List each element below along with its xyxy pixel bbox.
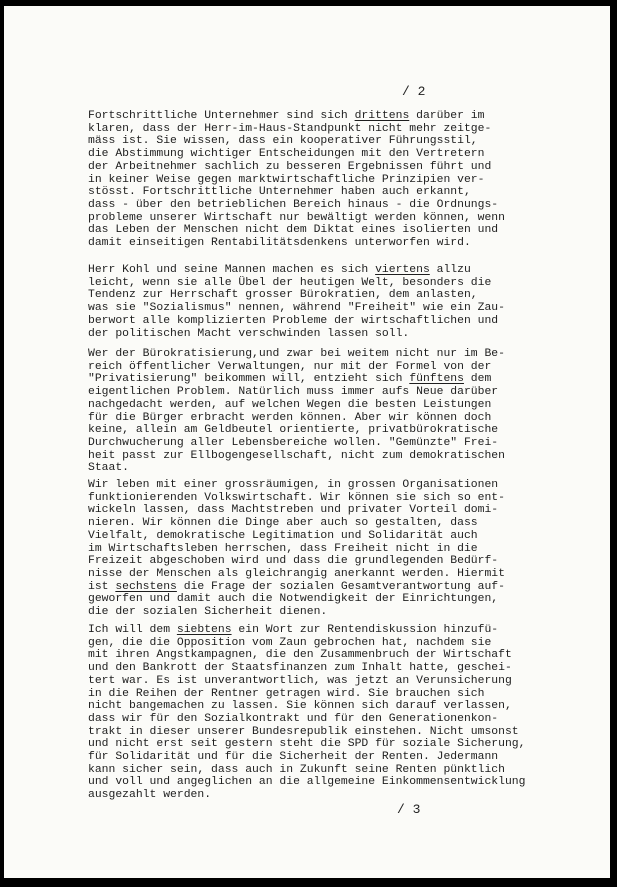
text-line — [88, 348, 548, 361]
text-segment: funktionierenden Volkswirtschaft. Wir können sie sich so ent- — [88, 491, 505, 504]
text-line — [88, 624, 548, 637]
text-segment: Durchwucherung aller Lebensbereiche wollen. "Gemünzte" Frei- — [88, 436, 499, 449]
paragraph-viertens — [88, 264, 548, 340]
text-segment: Wer der Bürokratisierung,und zwar bei weitem nicht nur im Be- — [88, 348, 505, 360]
text-segment: das Leben der Menschen nicht dem Diktat eines isolierten und — [88, 224, 499, 237]
text-line — [88, 543, 548, 556]
text-line — [88, 606, 548, 619]
document-page — [4, 6, 610, 878]
text-segment: darüber im — [409, 110, 485, 122]
text-line — [88, 148, 548, 161]
text-segment: reich öffentlicher Verwaltungen, nur mit der Formel von der — [88, 360, 492, 373]
text-line — [88, 412, 548, 425]
text-line — [88, 289, 548, 302]
text-segment: stösst. Fortschrittliche Unternehmer haben auch erkannt, — [88, 186, 471, 199]
text-line — [88, 776, 548, 789]
text-line — [88, 504, 548, 517]
text-line — [88, 726, 548, 739]
text-line — [88, 186, 548, 199]
text-segment: dem — [463, 373, 492, 386]
text-segment: nisse der Menschen als gleichrangig anerkannt werden. Hiermit — [88, 567, 505, 580]
text-segment: in die Reihen der Rentner getragen wird. Sie brauchen sich — [88, 687, 485, 700]
text-segment: wickeln lassen, dass Machtstreben und privater Vorteil domi- — [88, 504, 499, 517]
text-line — [88, 161, 548, 174]
text-line — [88, 649, 548, 662]
text-segment: berwort alle komplizierten Probleme der wirtschaftlichen und — [88, 314, 499, 327]
text-line — [88, 555, 548, 568]
text-line — [88, 581, 548, 594]
text-segment: tert war. Es ist unverantwortlich, was jetzt an Verunsicherung — [88, 674, 512, 687]
page-number-top: / 2 — [402, 84, 426, 99]
text-line — [88, 277, 548, 290]
text-line — [88, 662, 548, 675]
text-segment: die Frage der sozialen Gesamtverantwortung auf- — [176, 580, 505, 593]
text-line — [88, 437, 548, 450]
text-segment: Fortschrittliche Unternehmer sind sich — [88, 110, 355, 122]
text-line — [88, 517, 548, 530]
text-segment: Herr Kohl und seine Mannen machen es sich — [88, 264, 376, 276]
text-segment: probleme unserer Wirtschaft nur bewältigt werden können, wenn — [88, 211, 505, 224]
text-line — [88, 135, 548, 148]
text-line — [88, 593, 548, 606]
text-segment: keine, allein am Geldbeutel orientierte, privatbürokratische — [88, 424, 499, 437]
text-line — [88, 302, 548, 315]
text-segment: die Abstimmung wichtiger Entscheidungen mit den Vertretern — [88, 148, 485, 161]
text-line — [88, 764, 548, 777]
underlined-ordinal: viertens — [375, 264, 430, 276]
text-line — [88, 361, 548, 374]
text-segment: trakt in dieser unserer Bundesrepublik einstehen. Nicht umsonst — [88, 725, 519, 738]
text-line — [88, 386, 548, 399]
text-line — [88, 751, 548, 764]
underlined-ordinal: sechstens — [115, 580, 177, 593]
paragraph-drittens — [88, 110, 548, 250]
text-segment: allzu — [429, 264, 471, 276]
paragraph-sechstens — [88, 479, 548, 619]
text-line — [88, 530, 548, 543]
text-line — [88, 700, 548, 713]
text-segment: in keiner Weise gegen marktwirtschaftliche Prinzipien ver- — [88, 173, 485, 186]
text-segment: der politischen Macht verschwinden lassen soll. — [88, 327, 410, 340]
paragraph-fuenftens — [88, 348, 548, 475]
text-segment: "Privatisierung" beikommen will, entzieht sich — [88, 373, 410, 386]
text-line — [88, 462, 548, 475]
text-segment: Tendenz zur Herrschaft grosser Bürokratien, dem anlasten, — [88, 289, 478, 302]
text-segment: kann sicher sein, dass auch in Zukunft seine Renten pünktlich — [88, 763, 505, 776]
text-segment: dass wir für den Sozialkontrakt und für den Generationenkon- — [88, 712, 499, 725]
underlined-ordinal: fünftens — [409, 373, 464, 386]
text-segment: Wir leben mit einer grossräumigen, in grossen Organisationen — [88, 479, 499, 491]
text-line — [88, 373, 548, 386]
text-line — [88, 568, 548, 581]
text-segment: mäss ist. Sie wissen, dass ein kooperativer Führungsstil, — [88, 135, 478, 148]
text-segment: für Solidarität und für die Sicherheit der Renten. Jedermann — [88, 751, 499, 764]
text-segment: ist — [88, 580, 116, 593]
text-segment: mit ihren Angstkampagnen, die den Zusammenbruch der Wirtschaft — [88, 649, 512, 662]
text-line — [88, 399, 548, 412]
text-line — [88, 224, 548, 237]
text-line — [88, 688, 548, 701]
text-line — [88, 637, 548, 650]
underlined-ordinal: siebtens — [176, 624, 232, 636]
paragraph-siebtens — [88, 624, 548, 802]
text-line — [88, 264, 548, 277]
text-segment: nieren. Wir können die Dinge aber auch so gestalten, dass — [88, 517, 478, 530]
text-segment: Freizeit abgeschoben wird und dass die grundlegenden Bedürf- — [88, 555, 499, 568]
text-segment: nicht bangemachen zu lassen. Sie können sich darauf verlassen, — [88, 700, 512, 713]
text-line — [88, 424, 548, 437]
text-line — [88, 450, 548, 463]
text-segment: Staat. — [88, 462, 130, 475]
text-line — [88, 110, 548, 123]
text-segment: geworfen und damit auch die Notwendigkeit der Einrichtungen, — [88, 593, 499, 606]
text-segment: was sie "Sozialismus" nennen, während "Freiheit" wie ein Zau- — [88, 302, 505, 315]
text-segment: Vielfalt, demokratische Legitimation und Solidarität auch — [88, 529, 478, 542]
text-segment: der Arbeitnehmer sachlich zu besseren Ergebnissen führt und — [88, 160, 492, 173]
text-line — [88, 328, 548, 341]
text-segment: klaren, dass der Herr-im-Haus-Standpunkt nicht mehr zeitge- — [88, 122, 492, 135]
text-segment: und den Bankrott der Staatsfinanzen zum Inhalt hatte, geschei- — [88, 662, 512, 675]
text-segment: im Wirtschaftsleben herrschen, dass Freiheit nicht in die — [88, 542, 478, 555]
text-segment: eigentlichen Problem. Natürlich muss immer aufs Neue darüber — [88, 386, 499, 399]
text-line — [88, 492, 548, 505]
text-line — [88, 174, 548, 187]
text-line — [88, 713, 548, 726]
text-line — [88, 212, 548, 225]
text-line — [88, 237, 548, 250]
text-segment: die der sozialen Sicherheit dienen. — [88, 606, 328, 619]
text-segment: und voll und angeglichen an die allgemeine Einkommensentwicklung — [88, 776, 526, 789]
text-line — [88, 789, 548, 802]
page-number-bottom: / 3 — [397, 802, 421, 817]
text-line — [88, 479, 548, 492]
text-line — [88, 738, 548, 751]
text-line — [88, 199, 548, 212]
text-segment: für die Bürger erbracht werden können. Aber wir können doch — [88, 411, 492, 424]
text-segment: Ich will dem — [88, 624, 177, 636]
text-segment: damit einseitigen Rentabilitätsdenkens unterworfen wird. — [88, 237, 471, 250]
underlined-ordinal: drittens — [354, 110, 410, 122]
text-segment: nachgedacht werden, auf welchen Wegen die besten Leistungen — [88, 398, 492, 411]
text-segment: gen, die die Opposition vom Zaun gebrochen hat, nachdem sie — [88, 636, 492, 649]
text-segment: ausgezahlt werden. — [88, 789, 212, 802]
text-line — [88, 675, 548, 688]
text-segment: und nicht erst seit gestern steht die SPD für soziale Sicherung, — [88, 738, 526, 751]
text-segment: dass - über den betrieblichen Bereich hinaus - die Ordnungs- — [88, 198, 499, 211]
text-segment: ein Wort zur Rentendiskussion hinzufü- — [231, 624, 499, 636]
text-segment: leicht, wenn sie alle Übel der heutigen Welt, besonders die — [88, 276, 492, 289]
text-line — [88, 315, 548, 328]
text-segment: heit passt zur Ellbogengesellschaft, nicht zum demokratischen — [88, 449, 505, 462]
text-line — [88, 123, 548, 136]
